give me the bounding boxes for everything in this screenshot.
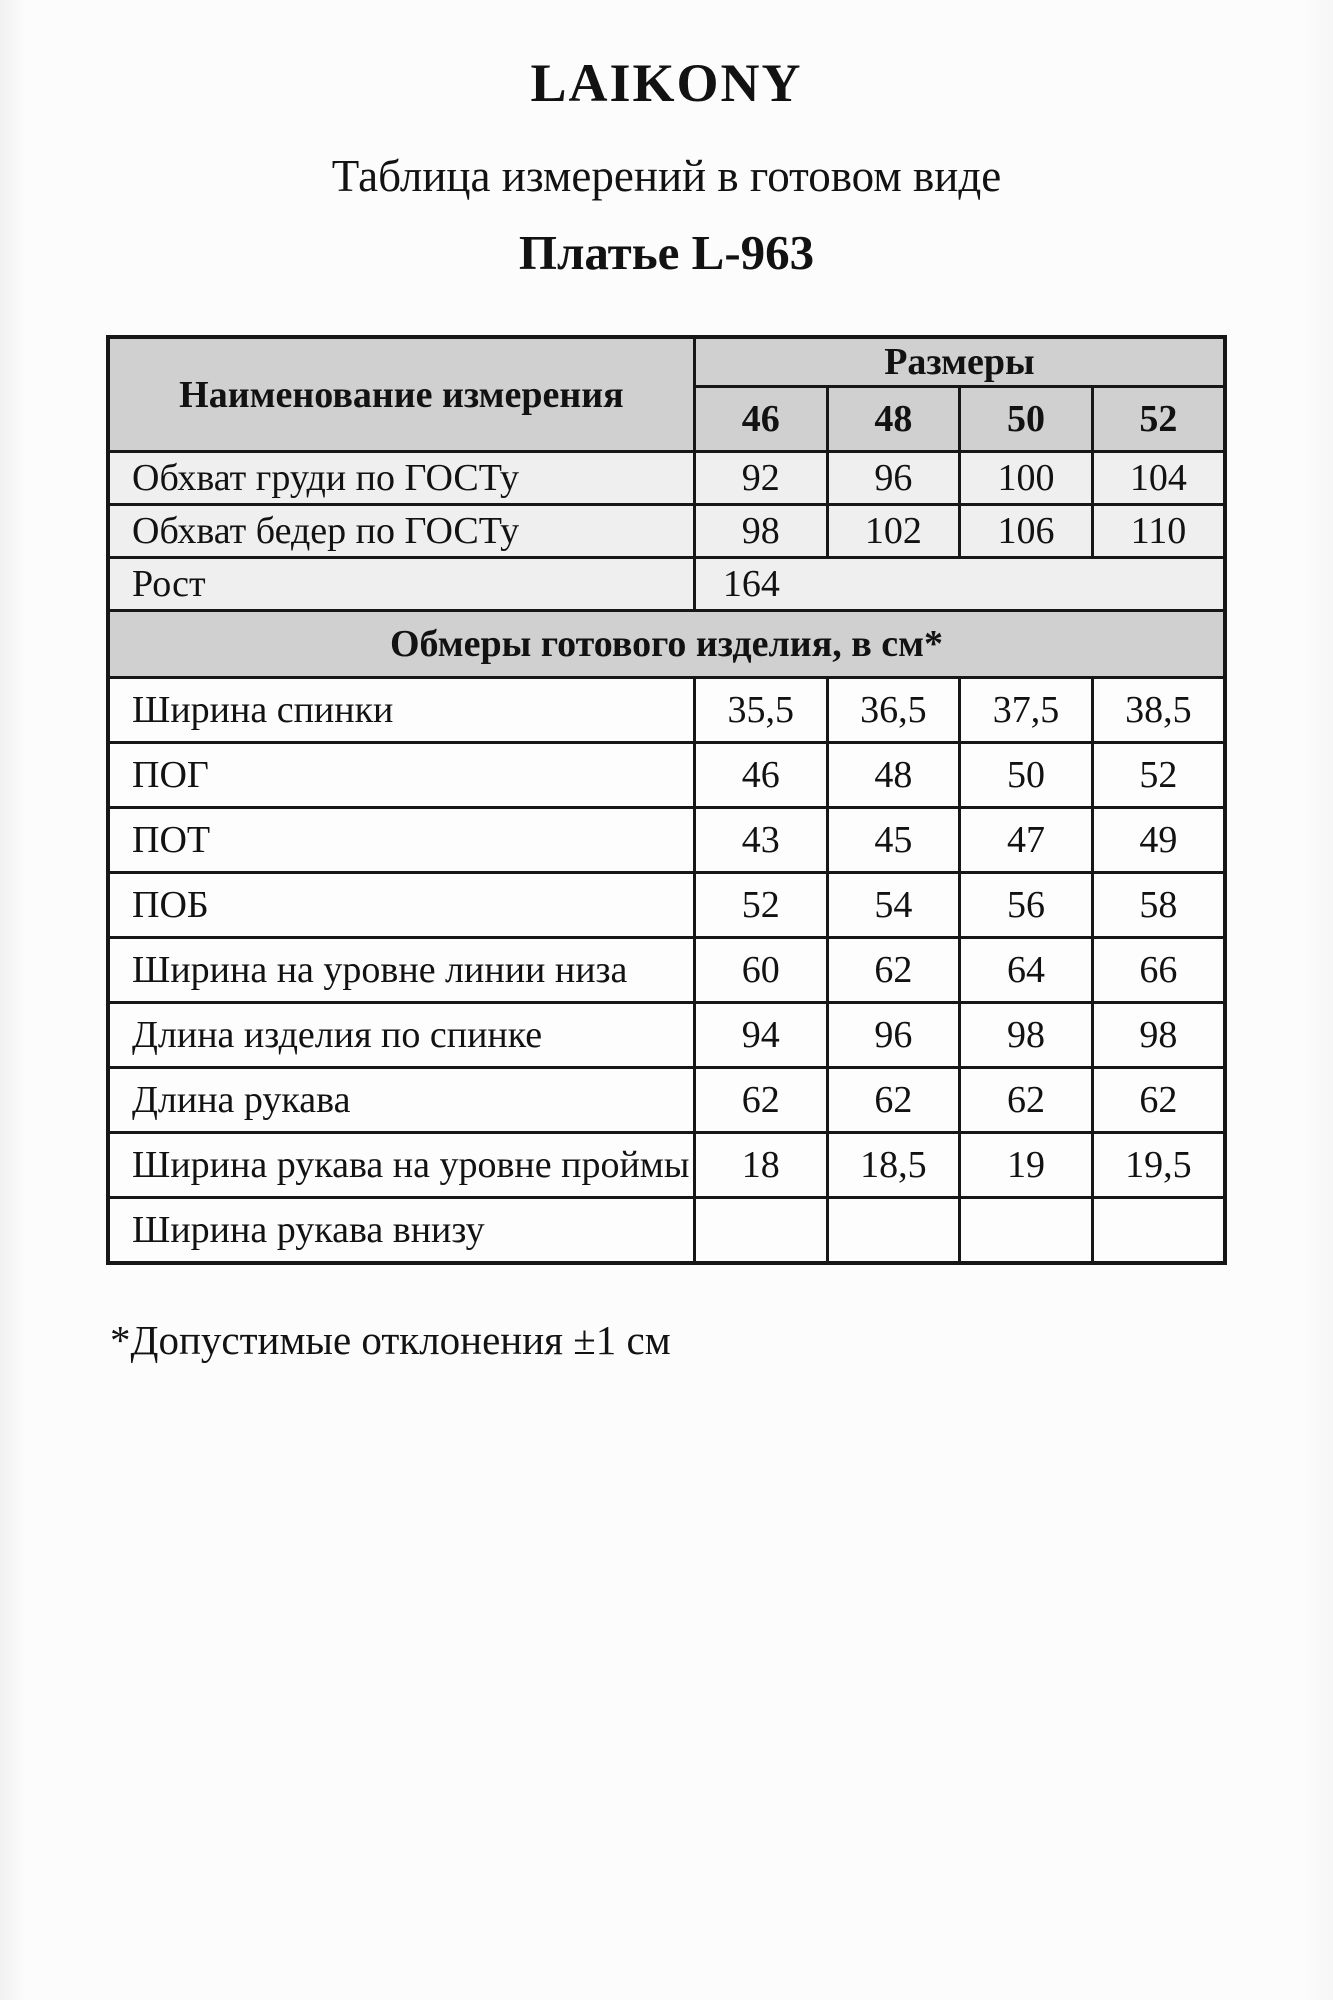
table-row-pog bbox=[108, 743, 1225, 808]
measurement-value: 52 bbox=[694, 873, 827, 938]
measurement-value: 98 bbox=[694, 505, 827, 558]
measurement-label: Обхват груди по ГОСТу bbox=[108, 452, 694, 505]
size-header-50: 50 bbox=[960, 387, 1093, 452]
measurement-label: Рост bbox=[108, 558, 694, 611]
measurement-label: Ширина рукава внизу bbox=[108, 1198, 694, 1263]
measurement-value: 62 bbox=[827, 1068, 960, 1133]
measurement-value: 49 bbox=[1092, 808, 1225, 873]
measurement-label: ПОТ bbox=[108, 808, 694, 873]
measurement-value: 106 bbox=[960, 505, 1093, 558]
section-header: Обмеры готового изделия, в см* bbox=[108, 611, 1225, 678]
measurement-value: 47 bbox=[960, 808, 1093, 873]
measurement-value: 98 bbox=[960, 1003, 1093, 1068]
brand-title: LAIKONY bbox=[530, 53, 803, 113]
measurement-value: 104 bbox=[1092, 452, 1225, 505]
table-row-back-length bbox=[108, 1003, 1225, 1068]
measurement-value: 18,5 bbox=[827, 1133, 960, 1198]
table-row-sleeve-width-bottom bbox=[108, 1198, 1225, 1263]
measurement-value: 19,5 bbox=[1092, 1133, 1225, 1198]
measurement-value: 19 bbox=[960, 1133, 1093, 1198]
table-row-height bbox=[108, 558, 1225, 611]
measurement-value bbox=[827, 1198, 960, 1263]
measurement-value: 62 bbox=[694, 1068, 827, 1133]
measurement-value: 18 bbox=[694, 1133, 827, 1198]
name-column-header: Наименование измерения bbox=[108, 337, 694, 452]
measurement-value: 58 bbox=[1092, 873, 1225, 938]
measurement-label: Длина изделия по спинке bbox=[108, 1003, 694, 1068]
size-header-52: 52 bbox=[1092, 387, 1225, 452]
measurement-value: 36,5 bbox=[827, 678, 960, 743]
measurement-value: 92 bbox=[694, 452, 827, 505]
measurements-table bbox=[106, 335, 1227, 1265]
sizes-group-header: Размеры bbox=[694, 337, 1225, 387]
measurement-value: 96 bbox=[827, 1003, 960, 1068]
measurement-value: 96 bbox=[827, 452, 960, 505]
measurement-value: 62 bbox=[1092, 1068, 1225, 1133]
measurement-value: 94 bbox=[694, 1003, 827, 1068]
table-row-back-width bbox=[108, 678, 1225, 743]
size-header-48: 48 bbox=[827, 387, 960, 452]
measurement-value: 38,5 bbox=[1092, 678, 1225, 743]
measurement-value: 37,5 bbox=[960, 678, 1093, 743]
measurement-label: ПОБ bbox=[108, 873, 694, 938]
measurement-value: 56 bbox=[960, 873, 1093, 938]
table-subtitle: Таблица измерений в готовом виде bbox=[331, 151, 1002, 201]
table-row-pot bbox=[108, 808, 1225, 873]
measurement-value: 43 bbox=[694, 808, 827, 873]
measurement-value: 66 bbox=[1092, 938, 1225, 1003]
footnote: *Допустимые отклонения ±1 см bbox=[110, 1317, 671, 1363]
table-row-hips bbox=[108, 505, 1225, 558]
measurement-value: 50 bbox=[960, 743, 1093, 808]
measurement-value: 100 bbox=[960, 452, 1093, 505]
measurement-value-merged: 164 bbox=[694, 558, 1225, 611]
table-row-pob bbox=[108, 873, 1225, 938]
measurement-value bbox=[694, 1198, 827, 1263]
measurement-value: 45 bbox=[827, 808, 960, 873]
table-row-chest bbox=[108, 452, 1225, 505]
table-row-hem-width bbox=[108, 938, 1225, 1003]
measurement-value: 46 bbox=[694, 743, 827, 808]
measurement-value: 35,5 bbox=[694, 678, 827, 743]
measurement-value bbox=[960, 1198, 1093, 1263]
table-row-sleeve-length bbox=[108, 1068, 1225, 1133]
measurement-value: 52 bbox=[1092, 743, 1225, 808]
measurement-label: Обхват бедер по ГОСТу bbox=[108, 505, 694, 558]
measurement-value: 64 bbox=[960, 938, 1093, 1003]
size-header-46: 46 bbox=[694, 387, 827, 452]
measurement-value: 60 bbox=[694, 938, 827, 1003]
measurement-value bbox=[1092, 1198, 1225, 1263]
measurement-label: Ширина на уровне линии низа bbox=[108, 938, 694, 1003]
table-row-sleeve-width-armhole bbox=[108, 1133, 1225, 1198]
header-row-sizes-group bbox=[108, 337, 1225, 387]
measurement-value: 54 bbox=[827, 873, 960, 938]
measurement-value: 98 bbox=[1092, 1003, 1225, 1068]
measurement-value: 110 bbox=[1092, 505, 1225, 558]
measurement-label: Ширина спинки bbox=[108, 678, 694, 743]
measurement-value: 48 bbox=[827, 743, 960, 808]
measurement-value: 62 bbox=[827, 938, 960, 1003]
measurement-label: ПОГ bbox=[108, 743, 694, 808]
product-title: Платье L-963 bbox=[518, 225, 815, 280]
section-header-row bbox=[108, 611, 1225, 678]
measurement-label: Ширина рукава на уровне проймы bbox=[108, 1133, 694, 1198]
measurement-value: 62 bbox=[960, 1068, 1093, 1133]
measurement-value: 102 bbox=[827, 505, 960, 558]
measurement-label: Длина рукава bbox=[108, 1068, 694, 1133]
